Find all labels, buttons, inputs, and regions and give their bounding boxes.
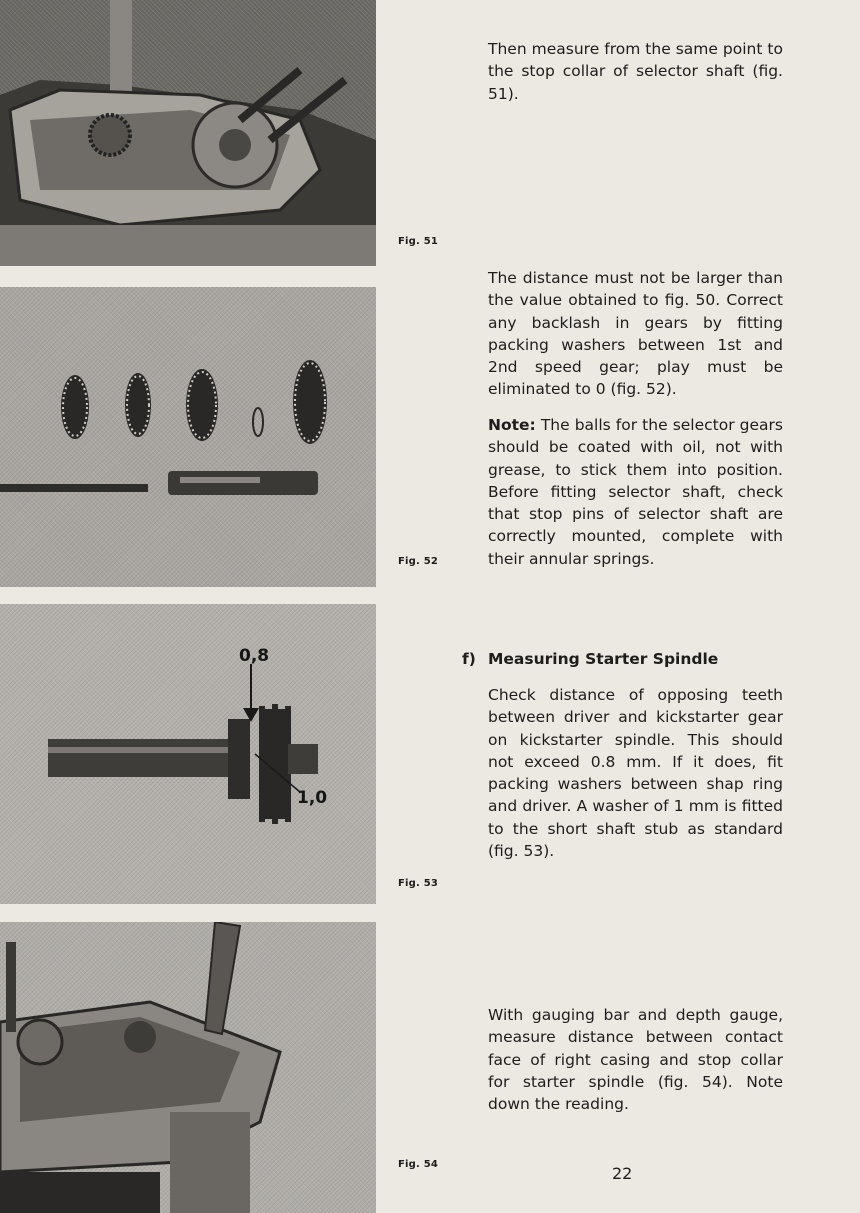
- paragraph-gauging-bar: With gauging bar and depth gauge, measure distance between contact face of right casing and stop collar for starter spindle (fig. 54). Note down the reading.: [488, 1006, 783, 1114]
- fig-54-label: Fig. 54: [398, 1159, 439, 1170]
- gears-and-shaft-illustration: [0, 287, 376, 587]
- kickstarter-spindle-illustration: [0, 604, 376, 904]
- gearbox-casing-illustration: [0, 0, 376, 266]
- fig-53-label: Fig. 53: [398, 878, 439, 889]
- note-label: Note:: [488, 416, 536, 434]
- figure-51-photo: [0, 0, 376, 266]
- figure-52-photo: [0, 287, 376, 587]
- paragraph-distance-backlash: The distance must not be larger than the value obtained to fig. 50. Correct any backlash in gears by fitting packing washers between 1st and 2nd speed gear; play must be eliminated to 0 (fig. 52).: [488, 269, 783, 399]
- section-heading: Measuring Starter Spindle: [488, 650, 719, 668]
- dimension-label-1-0: 1,0: [297, 788, 328, 808]
- note-text: The balls for the selector gears should be coated with oil, not with grease, to stick them into position. Before fitting selector shaft, check that stop pins of selector shaft are correctly mounted, complete with their annular springs.: [488, 416, 783, 568]
- paragraph-note: [488, 414, 783, 570]
- section-marker: f): [462, 650, 476, 668]
- paragraph-measure-stop-collar: Then measure from the same point to the stop collar of selector shaft (fig. 51).: [488, 40, 783, 103]
- fig-51-label: Fig. 51: [398, 236, 439, 247]
- figure-53-photo: [0, 604, 376, 904]
- fig-52-label: Fig. 52: [398, 556, 439, 567]
- figure-54-photo: [0, 922, 376, 1213]
- dimension-label-0-8: 0,8: [239, 646, 270, 666]
- page-number: 22: [612, 1164, 633, 1183]
- paragraph-starter-spindle: Check distance of opposing teeth between driver and kickstarter gear on kickstarter spindle. This should not exceed 0.8 mm. If it does, fit packing washers between shap ring and driver. A washer of 1 mm is fitted to the short shaft stub as standard (fig. 53).: [488, 686, 783, 861]
- casing-depth-gauge-illustration: [0, 922, 376, 1213]
